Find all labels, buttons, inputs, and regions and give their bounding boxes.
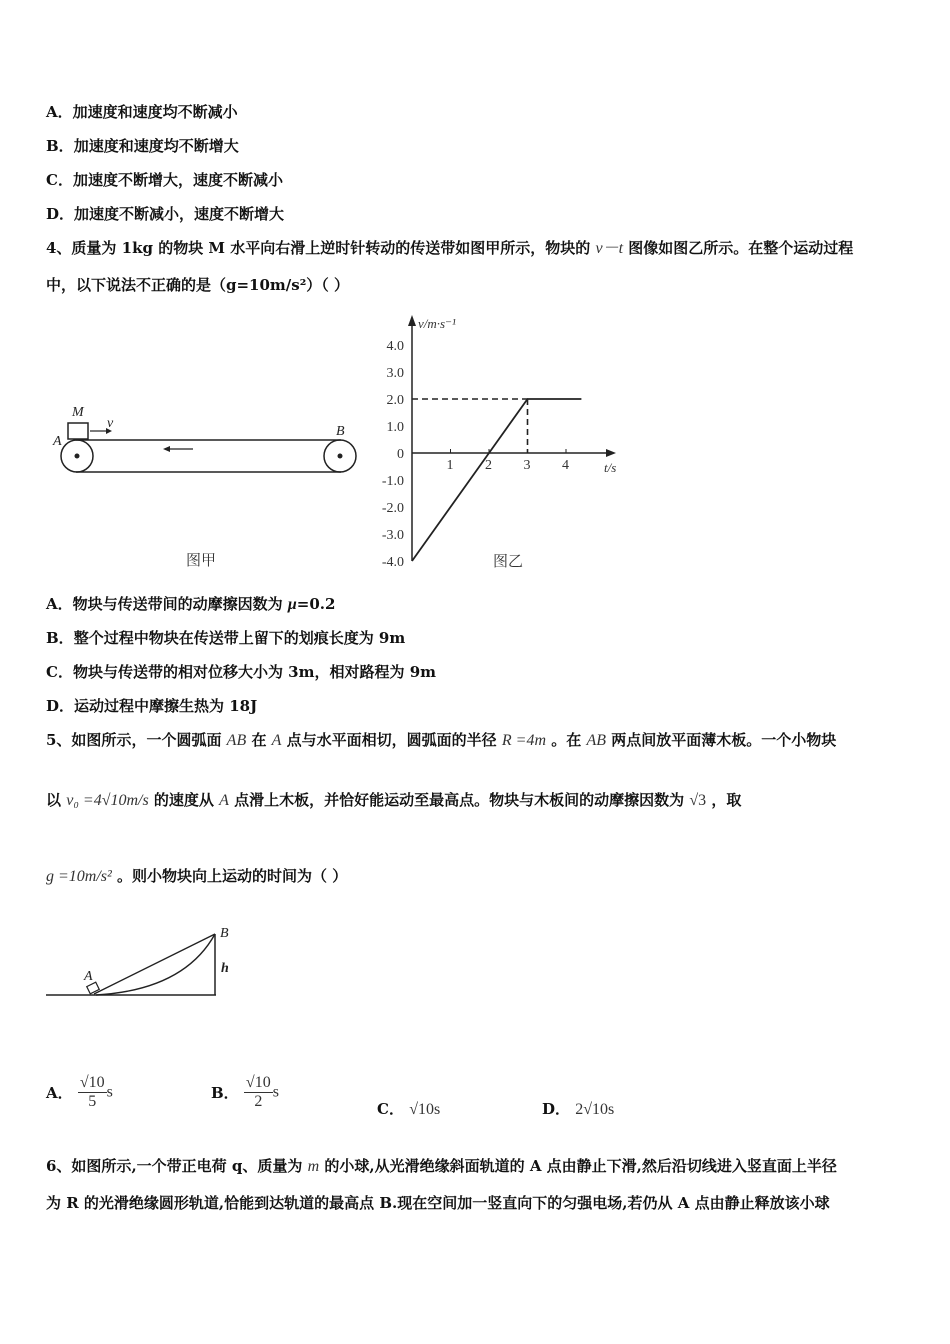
q5-ab: AB [226, 732, 247, 749]
y-tick-label: -4.0 [381, 555, 404, 570]
x-tick-label: 1 [446, 458, 454, 473]
fraction-numerator: √10 [79, 1074, 105, 1091]
q4-vt: v－t [595, 240, 624, 257]
option-text: 加速度和速度均不断减小 [72, 103, 238, 121]
option-letter: B． [46, 137, 74, 155]
q5-radius: R =4m [501, 732, 547, 749]
unit: s [106, 1083, 113, 1101]
q5-text: 5、如图所示，一个圆弧面 [46, 731, 227, 749]
q5-sqrt3: √3 [689, 792, 707, 809]
y-tick-label: 4.0 [386, 339, 404, 354]
x-tick-label: 2 [485, 458, 492, 473]
option-letter: A． [46, 1084, 73, 1102]
q5-text: 。在 [546, 731, 587, 749]
q6-text: 的小球,从光滑绝缘斜面轨道的 A 点由静止下滑,然后沿切线进入竖直面上半径 [319, 1157, 837, 1175]
q5-a: A [271, 732, 282, 749]
label-h: h [221, 961, 229, 976]
option-letter: A． [46, 103, 73, 121]
x-tick-label: 3 [523, 458, 531, 473]
y-tick-label: 1.0 [386, 420, 404, 435]
option-letter: C． [377, 1100, 404, 1118]
option-letter: C． [46, 663, 73, 681]
option-text: =0.2 [296, 595, 336, 613]
label-m: M [72, 405, 84, 420]
x-axis-arrowhead [606, 449, 616, 457]
q6-stem-line1 [46, 1156, 837, 1177]
q5-v0: v₀ =4√10m/s [66, 792, 149, 809]
q6-m: m [307, 1158, 320, 1175]
pulley-right-axle [338, 454, 343, 459]
q4-option-d [46, 696, 257, 716]
mu-symbol: μ [287, 596, 297, 613]
fraction-denominator: 2 [254, 1093, 263, 1110]
x-tick-label: 4 [562, 458, 569, 473]
y-tick-label: 3.0 [386, 366, 404, 381]
q4-option-a [46, 594, 335, 615]
label-b: B [336, 424, 345, 439]
block-m [68, 423, 88, 439]
q4-text: 中，以下说法不正确的是（g=10m/s²）（ ） [46, 276, 350, 294]
pulley-left-axle [75, 454, 80, 459]
q3-option-d [46, 204, 284, 224]
q5-text: 点与水平面相切，圆弧面的半径 [281, 731, 502, 749]
label-a: A [53, 434, 62, 449]
option-text: 整个过程中物块在传送带上留下的划痕长度为 9m [73, 629, 406, 647]
figure-jia-conveyor [48, 398, 368, 578]
q5-text: 两点间放平面薄木板。一个小物块 [606, 731, 837, 749]
q5-a: A [219, 792, 229, 809]
answer-expression: √10s [409, 1101, 441, 1118]
x-axis-label: t/s [604, 460, 617, 475]
y-axis-arrowhead [408, 315, 416, 326]
q5-text: 点滑上木板，并恰好能运动至最高点。物块与木板间的动摩擦因数为 [228, 791, 690, 809]
q6-text: 为 R 的光滑绝缘圆形轨道,恰能到达轨道的最高点 B.现在空间加一竖直向下的匀强电场,若仍从 A 点由静止释放该小球 [46, 1194, 830, 1212]
series-line-v [412, 399, 581, 561]
option-text: 加速度不断减小，速度不断增大 [74, 205, 285, 223]
q5-text: 以 [46, 791, 67, 809]
q5-stem-line3 [46, 866, 347, 887]
figure-yi-vt-graph [368, 310, 638, 580]
option-letter: D． [542, 1100, 571, 1118]
q4-stem-line2 [46, 275, 349, 295]
option-text: 加速度不断增大，速度不断减小 [72, 171, 283, 189]
q4-stem-line1 [46, 238, 853, 259]
y-tick-label: -3.0 [381, 528, 404, 543]
q5-text: 的速度从 [148, 791, 220, 809]
label-a: A [84, 969, 93, 984]
q3-option-a [46, 102, 238, 122]
q5-g: g =10m/s² [46, 868, 112, 885]
q5-text: 。则小物块向上运动的时间为（ ） [111, 867, 348, 885]
caption-jia: 图甲 [186, 553, 217, 569]
option-letter: B． [46, 629, 74, 647]
q4-text: 图像如图乙所示。在整个运动过程 [623, 239, 854, 257]
y-tick-label: -2.0 [381, 501, 404, 516]
q4-option-c [46, 662, 436, 682]
q6-text: 6、如图所示,一个带正电荷 q、质量为 [46, 1157, 308, 1175]
q6-stem-line2 [46, 1193, 830, 1213]
option-text: 物块与传送带的相对位移大小为 3m，相对路程为 9m [72, 663, 437, 681]
q5-text: ，取 [706, 791, 742, 809]
option-letter: B． [211, 1084, 239, 1102]
q4-option-b [46, 628, 405, 648]
option-text: 加速度和速度均不断增大 [73, 137, 239, 155]
y-tick-label: -1.0 [381, 474, 404, 489]
figure-q5-arc [44, 920, 244, 1000]
option-text: 运动过程中摩擦生热为 18J [74, 697, 258, 715]
q3-option-c [46, 170, 283, 190]
option-letter: C． [46, 171, 73, 189]
label-b: B [220, 926, 229, 941]
option-letter: D． [46, 697, 75, 715]
option-letter: A． [46, 595, 73, 613]
y-axis-label: v/m·s⁻¹ [418, 316, 456, 331]
board-line [94, 934, 215, 994]
q5-stem-line1 [46, 730, 836, 751]
q3-option-b [46, 136, 239, 156]
fraction-denominator: 5 [88, 1093, 97, 1110]
y-tick-label: 2.0 [386, 393, 404, 408]
q5-ab: AB [586, 732, 607, 749]
q5-text: 在 [246, 731, 272, 749]
q5-stem-line2 [46, 790, 741, 811]
q5-answer-c [377, 1098, 440, 1119]
label-v: v [107, 416, 114, 431]
caption-yi: 图乙 [493, 554, 524, 570]
answer-expression: 2√10s [575, 1101, 615, 1118]
fraction-numerator: √10 [245, 1074, 271, 1091]
option-text: 物块与传送带间的动摩擦因数为 [72, 595, 288, 613]
option-letter: D． [46, 205, 75, 223]
q4-text: 4、质量为 1kg 的物块 M 水平向右滑上逆时针转动的传送带如图甲所示，物块的 [46, 239, 596, 257]
belt-direction-arrowhead [163, 446, 170, 452]
q5-answer-d [542, 1098, 614, 1119]
fraction [78, 1074, 107, 1111]
q5-answer-b [211, 1074, 279, 1111]
unit: s [272, 1083, 279, 1101]
fraction [244, 1074, 273, 1111]
y-tick-label: 0 [397, 447, 404, 462]
q5-answer-a [46, 1074, 113, 1111]
